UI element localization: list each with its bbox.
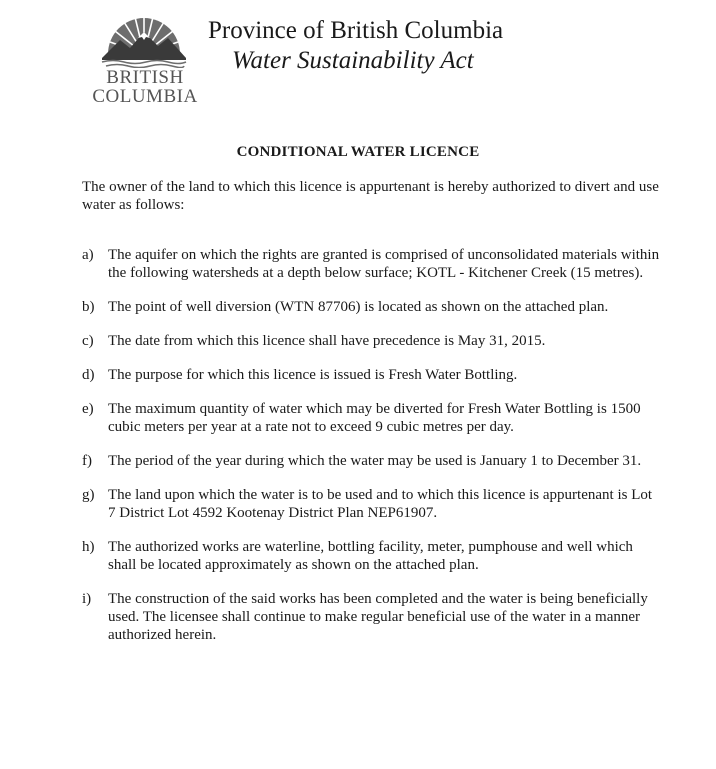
intro-paragraph: The owner of the land to which this licence is appurtenant is hereby authorized to divert and use water as follows:	[82, 179, 659, 213]
clause-marker: d)	[82, 367, 95, 383]
clause-c	[82, 332, 662, 350]
clause-d	[82, 366, 662, 384]
document-header	[208, 16, 588, 76]
clause-marker: a)	[82, 247, 94, 263]
clause-marker: b)	[82, 299, 95, 315]
clause-e	[82, 400, 662, 436]
clause-text: The period of the year during which the water may be used is January 1 to December 31.	[108, 453, 642, 469]
clause-i	[82, 590, 662, 644]
clause-h	[82, 538, 662, 574]
act-heading: Water Sustainability Act	[232, 47, 474, 74]
clause-list	[82, 246, 662, 660]
logo-wordmark	[90, 68, 200, 106]
clause-marker: c)	[82, 333, 94, 349]
clause-marker: g)	[82, 487, 95, 503]
clause-marker: e)	[82, 401, 94, 417]
clause-marker: i)	[82, 591, 92, 607]
clause-text: The construction of the said works has been completed and the water is being beneficially used. The licensee shall continue to make regular beneficial use of the water in a manner authorized herein.	[108, 591, 648, 643]
clause-text: The point of well diversion (WTN 87706) is located as shown on the attached plan.	[108, 299, 609, 315]
province-heading: Province of British Columbia	[208, 17, 504, 44]
clause-text: The purpose for which this licence is issued is Fresh Water Bottling.	[108, 367, 518, 383]
clause-f	[82, 452, 662, 470]
sun-mountain-logo-icon	[98, 14, 190, 68]
clause-text: The land upon which the water is to be used and to which this licence is appurtenant is Lot 7 District Lot 4592 Kootenay District Plan NEP61907.	[108, 487, 653, 521]
clause-text: The authorized works are waterline, bottling facility, meter, pumphouse and well which shall be located approximately as shown on the attached plan.	[108, 539, 633, 573]
logo-line-columbia: COLUMBIA	[92, 86, 198, 107]
clause-text: The date from which this licence shall have precedence is May 31, 2015.	[108, 333, 546, 349]
bc-government-logo	[90, 14, 200, 114]
clause-marker: h)	[82, 539, 95, 555]
page-title: CONDITIONAL WATER LICENCE	[236, 144, 480, 160]
clause-g	[82, 486, 662, 522]
clause-marker: f)	[82, 453, 92, 469]
clause-a	[82, 246, 662, 282]
clause-text: The maximum quantity of water which may be diverted for Fresh Water Bottling is 1500 cubic meters per year at a rate not to exceed 9 cubic metres per day.	[108, 401, 641, 435]
clause-text: The aquifer on which the rights are granted is comprised of unconsolidated materials within the following watersheds at a depth below surface; KOTL - Kitchener Creek (15 metres).	[108, 247, 660, 281]
logo-line-british: BRITISH	[106, 67, 184, 88]
clause-b	[82, 298, 662, 316]
